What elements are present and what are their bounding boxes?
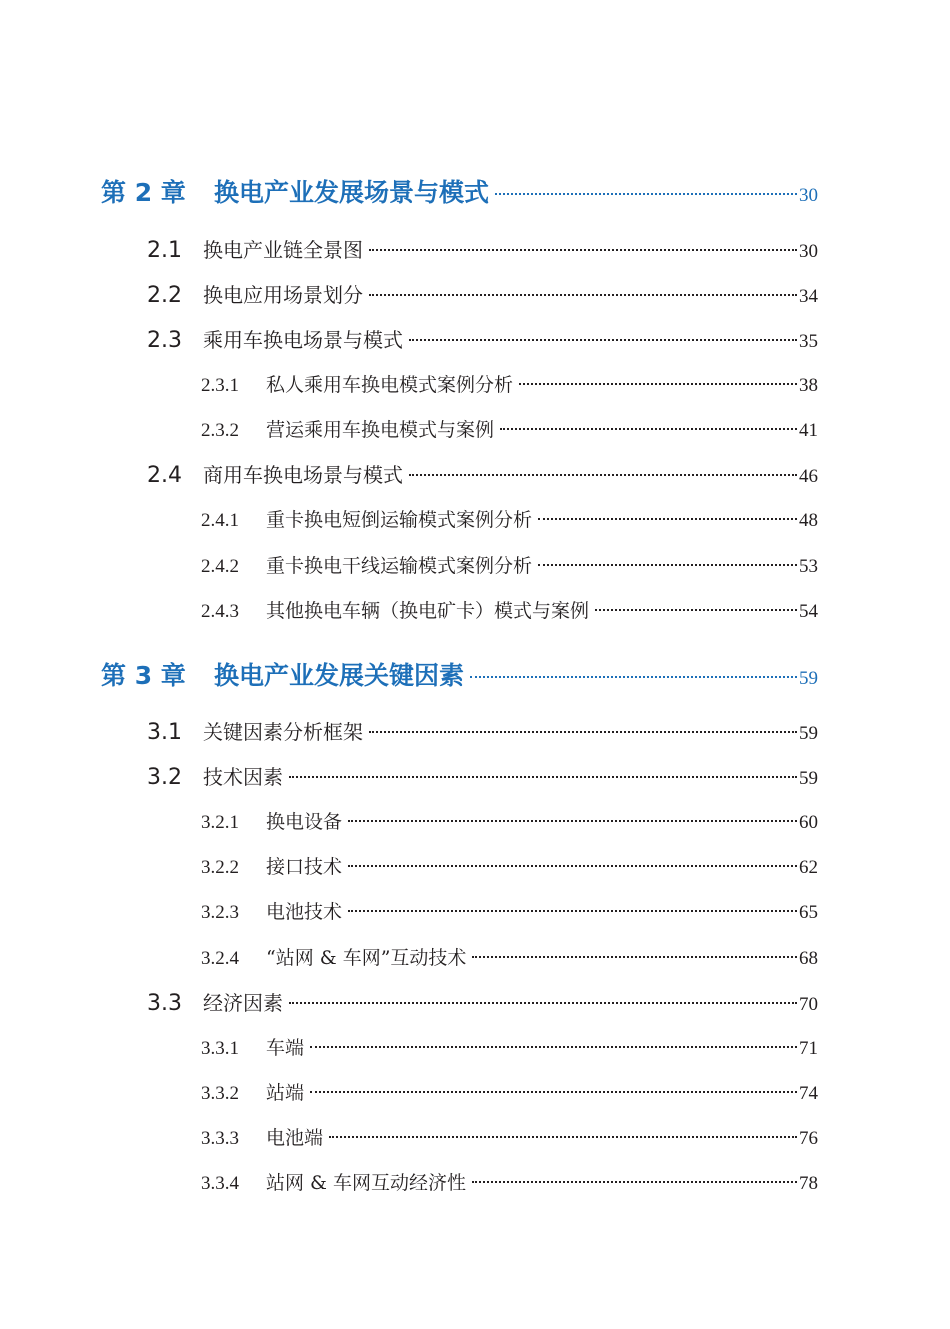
section-title: 关键因素分析框架: [203, 720, 363, 744]
dot-leader: [472, 956, 797, 958]
section-title: 换电产业链全景图: [203, 238, 363, 262]
dot-leader: [348, 865, 797, 867]
page-number: 78: [799, 1173, 818, 1194]
subsection-title: “站网 & 车网”互动技术: [266, 947, 467, 969]
toc-section-2-4[interactable]: [147, 459, 818, 488]
subsection-number: 3.2.2: [201, 857, 239, 878]
chapter-number: 第 3 章: [101, 661, 186, 690]
toc-subsection-2-3-2[interactable]: [201, 415, 818, 442]
dot-leader: [289, 1002, 797, 1004]
page-number: 46: [799, 466, 818, 487]
toc-subsection-2-4-2[interactable]: [201, 551, 818, 578]
subsection-title: 营运乘用车换电模式与案例: [266, 419, 495, 441]
subsection-number: 3.2.3: [201, 902, 239, 923]
page-number: 59: [799, 768, 818, 789]
subsection-title: 电池技术: [266, 901, 343, 923]
subsection-title: 站网 & 车网互动经济性: [266, 1172, 466, 1194]
toc-subsection-3-3-2[interactable]: [201, 1078, 818, 1105]
page-number: 35: [799, 331, 818, 352]
section-number: 3.1: [147, 720, 182, 745]
toc-chapter-3[interactable]: [101, 656, 818, 692]
section-number: 2.4: [147, 463, 182, 488]
dot-leader: [310, 1046, 797, 1048]
dot-leader: [538, 518, 797, 520]
page-number: 30: [799, 241, 818, 262]
dot-leader: [538, 564, 797, 566]
section-number: 3.2: [147, 765, 182, 790]
dot-leader: [329, 1136, 797, 1138]
dot-leader: [500, 428, 797, 430]
section-number: 3.3: [147, 991, 182, 1016]
toc-chapter-2[interactable]: [101, 173, 818, 209]
toc-section-2-2[interactable]: [147, 279, 818, 308]
page-number: 38: [799, 375, 818, 396]
page-number: 74: [799, 1083, 818, 1104]
page-number: 68: [799, 948, 818, 969]
subsection-number: 3.3.3: [201, 1128, 239, 1149]
page-number: 53: [799, 556, 818, 577]
dot-leader: [310, 1091, 797, 1093]
dot-leader: [369, 731, 797, 733]
subsection-title: 接口技术: [266, 856, 343, 878]
subsection-number: 3.2.1: [201, 812, 239, 833]
subsection-number: 3.2.4: [201, 948, 239, 969]
section-title: 乘用车换电场景与模式: [203, 328, 403, 352]
dot-leader: [348, 820, 797, 822]
subsection-title: 私人乘用车换电模式案例分析: [266, 374, 514, 396]
subsection-number: 2.3.1: [201, 375, 239, 396]
toc-subsection-3-3-4[interactable]: [201, 1168, 818, 1195]
chapter-title: 换电产业发展场景与模式: [214, 178, 490, 207]
subsection-number: 3.3.1: [201, 1038, 239, 1059]
page-number: 59: [799, 723, 818, 744]
toc-section-2-3[interactable]: [147, 324, 818, 353]
dot-leader: [595, 609, 797, 611]
toc-subsection-2-3-1[interactable]: [201, 370, 818, 397]
section-title: 技术因素: [203, 765, 283, 789]
subsection-number: 2.4.1: [201, 510, 239, 531]
toc-subsection-3-3-3[interactable]: [201, 1123, 818, 1150]
chapter-number: 第 2 章: [101, 178, 186, 207]
dot-leader: [519, 383, 797, 385]
dot-leader: [409, 339, 797, 341]
page-number: 65: [799, 902, 818, 923]
chapter-title: 换电产业发展关键因素: [214, 661, 465, 690]
page-number: 48: [799, 510, 818, 531]
dot-leader: [369, 249, 797, 251]
toc-subsection-3-2-2[interactable]: [201, 852, 818, 879]
dot-leader: [409, 474, 797, 476]
dot-leader: [289, 776, 797, 778]
dot-leader: [472, 1181, 797, 1183]
dot-leader: [369, 294, 797, 296]
toc-subsection-2-4-1[interactable]: [201, 505, 818, 532]
toc-section-3-3[interactable]: [147, 987, 818, 1016]
subsection-number: 2.3.2: [201, 420, 239, 441]
subsection-title: 换电设备: [266, 811, 343, 833]
subsection-title: 重卡换电干线运输模式案例分析: [266, 555, 533, 577]
subsection-number: 2.4.3: [201, 601, 239, 622]
page-number: 60: [799, 812, 818, 833]
section-title: 经济因素: [203, 991, 283, 1015]
page-number: 71: [799, 1038, 818, 1059]
page-number: 76: [799, 1128, 818, 1149]
dot-leader: [495, 193, 797, 195]
subsection-title: 站端: [266, 1082, 305, 1104]
toc-subsection-3-3-1[interactable]: [201, 1033, 818, 1060]
toc-section-3-1[interactable]: [147, 716, 818, 745]
subsection-title: 其他换电车辆（换电矿卡）模式与案例: [266, 600, 590, 622]
section-number: 2.3: [147, 328, 182, 353]
toc-subsection-3-2-4[interactable]: [201, 943, 818, 970]
dot-leader: [470, 676, 797, 678]
toc-subsection-3-2-1[interactable]: [201, 807, 818, 834]
dot-leader: [348, 910, 797, 912]
section-title: 商用车换电场景与模式: [203, 463, 403, 487]
page-number: 34: [799, 286, 818, 307]
subsection-number: 2.4.2: [201, 556, 239, 577]
page-number: 70: [799, 994, 818, 1015]
subsection-number: 3.3.4: [201, 1173, 239, 1194]
toc-section-2-1[interactable]: [147, 234, 818, 263]
toc-subsection-2-4-3[interactable]: [201, 596, 818, 623]
section-title: 换电应用场景划分: [203, 283, 363, 307]
page-number: 41: [799, 420, 818, 441]
subsection-title: 车端: [266, 1037, 305, 1059]
toc-section-3-2[interactable]: [147, 761, 818, 790]
subsection-title: 电池端: [266, 1127, 324, 1149]
section-number: 2.2: [147, 283, 182, 308]
section-number: 2.1: [147, 238, 182, 263]
subsection-title: 重卡换电短倒运输模式案例分析: [266, 509, 533, 531]
page-number: 59: [799, 668, 818, 689]
subsection-number: 3.3.2: [201, 1083, 239, 1104]
page-number: 54: [799, 601, 818, 622]
page-number: 62: [799, 857, 818, 878]
page-number: 30: [799, 185, 818, 206]
toc-subsection-3-2-3[interactable]: [201, 897, 818, 924]
